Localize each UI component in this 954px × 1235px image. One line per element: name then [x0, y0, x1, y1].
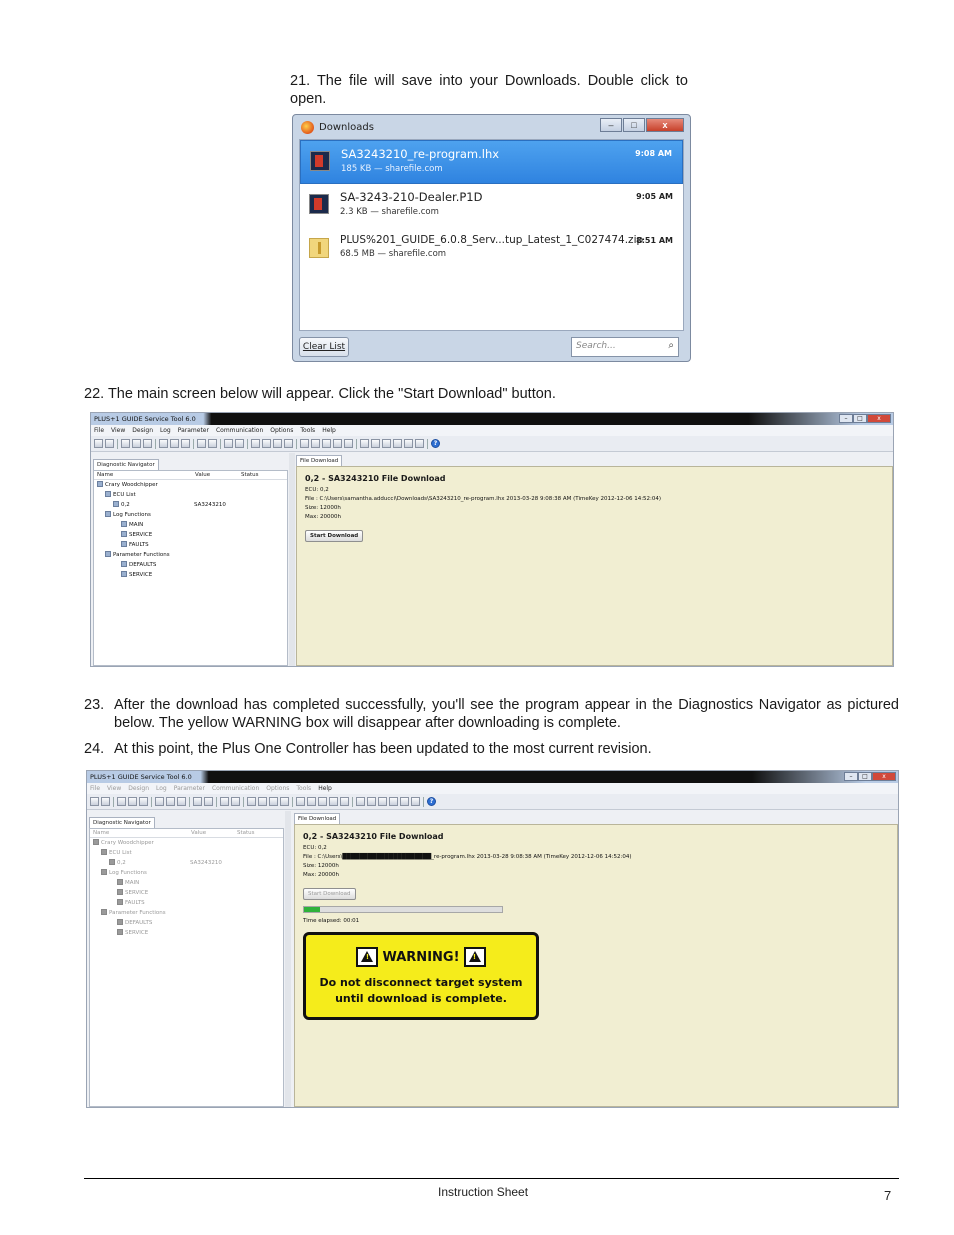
file-name: SA-3243-210-Dealer.P1D — [340, 190, 483, 204]
tree-node[interactable]: FAULTS — [90, 898, 283, 908]
tree-node[interactable]: SERVICE — [94, 530, 287, 540]
grid-icon[interactable] — [367, 797, 376, 806]
toolbar — [87, 794, 898, 810]
tree-node[interactable]: DEFAULTS — [90, 918, 283, 928]
vehicle-icon — [97, 481, 103, 487]
clear-list-button[interactable]: Clear List — [299, 337, 349, 357]
step-23 — [84, 696, 899, 732]
parameter-folder-icon — [105, 551, 111, 557]
stop-icon[interactable] — [235, 439, 244, 448]
menu-options[interactable]: Options — [266, 785, 290, 792]
tool-icon[interactable] — [344, 439, 353, 448]
menu-communication[interactable]: Communication — [215, 427, 264, 434]
grid-icon[interactable] — [389, 797, 398, 806]
open-icon[interactable] — [132, 439, 141, 448]
minimize-button[interactable]: – — [600, 118, 622, 132]
column-status: Status — [241, 472, 259, 478]
edit-icon[interactable] — [159, 439, 168, 448]
footer-rule — [84, 1178, 899, 1179]
ecu-label: ECU: 0,2 — [305, 487, 329, 493]
file-time: 9:05 AM — [636, 192, 673, 201]
warning-title: WARNING! — [382, 949, 460, 965]
diagnostic-navigator — [93, 470, 288, 666]
panel-splitter[interactable] — [285, 811, 291, 1108]
firefox-icon — [301, 121, 314, 134]
tab-diagnostic-navigator[interactable]: Diagnostic Navigator — [93, 459, 159, 470]
copy-icon[interactable] — [258, 797, 267, 806]
settings-icon[interactable] — [329, 797, 338, 806]
app-titlebar — [91, 413, 893, 425]
time-elapsed: Time elapsed: 00:01 — [303, 918, 360, 924]
warning-icon — [464, 947, 486, 967]
file-meta: 185 KB — sharefile.com — [341, 164, 443, 174]
zip-file-icon — [309, 238, 329, 258]
print-icon[interactable] — [322, 439, 331, 448]
toolbar — [91, 436, 893, 452]
app-title: PLUS+1 GUIDE Service Tool 6.0 — [94, 415, 196, 423]
file-path: File : C:\Users\samantha.adducci\Downloads\SA3243210_re-program.lhx 2013-03-28 9:08:38 AM (TimeKey 2012-12-06 14:52:04) — [305, 496, 662, 502]
parameter-icon — [117, 929, 123, 935]
tree-node[interactable]: Log Functions — [94, 510, 287, 520]
log-folder-icon — [101, 869, 107, 875]
save-icon[interactable] — [139, 797, 148, 806]
refresh-icon[interactable] — [280, 797, 289, 806]
file-meta: 2.3 KB — sharefile.com — [340, 207, 439, 217]
page-number: 7 — [884, 1188, 892, 1203]
tree-node[interactable]: Log Functions — [90, 868, 283, 878]
menu-bar — [91, 425, 893, 436]
program-file-icon — [310, 151, 330, 171]
search-input[interactable] — [571, 337, 679, 357]
download-item[interactable] — [300, 140, 683, 184]
size-label: Size: 12000h — [303, 863, 339, 869]
parameter-icon — [121, 561, 127, 567]
upload-icon[interactable] — [181, 439, 190, 448]
maximize-button[interactable]: □ — [858, 772, 872, 781]
log-folder-icon — [105, 511, 111, 517]
panel-splitter[interactable] — [289, 453, 295, 667]
search-icon[interactable] — [193, 797, 202, 806]
open-icon[interactable] — [128, 797, 137, 806]
log-icon[interactable] — [251, 439, 260, 448]
column-value: Value — [195, 472, 211, 478]
step-number: 21. — [290, 73, 311, 89]
window-title: Downloads — [319, 121, 374, 133]
tree-node[interactable]: MAIN — [90, 878, 283, 888]
panel-icon[interactable] — [208, 439, 217, 448]
ecu-icon — [109, 859, 115, 865]
save-icon[interactable] — [143, 439, 152, 448]
progress-fill — [304, 907, 320, 912]
toolbar-separator — [247, 439, 248, 449]
menu-log[interactable]: Log — [156, 785, 167, 792]
warning-icon — [356, 947, 378, 967]
size-label: Size: 12000h — [305, 505, 341, 511]
step-text: The file will save into your Downloads. Double click to open. — [290, 73, 688, 107]
warning-box — [303, 932, 539, 1020]
menu-communication[interactable]: Communication — [211, 785, 260, 792]
warning-message-line2: until download is complete. — [335, 992, 507, 1005]
step-text: The main screen below will appear. Click the "Start Download" button. — [107, 386, 556, 402]
log-icon — [117, 899, 123, 905]
toolbar-separator — [193, 439, 194, 449]
downloads-window — [292, 114, 691, 362]
ecu-label: ECU: 0,2 — [303, 845, 327, 851]
close-button[interactable]: x — [646, 118, 684, 132]
search-placeholder: Search... — [576, 341, 616, 351]
column-name: Name — [93, 830, 110, 836]
toolbar-separator — [216, 797, 217, 807]
tree-node[interactable]: DEFAULTS — [94, 560, 287, 570]
menu-parameter[interactable]: Parameter — [177, 427, 209, 434]
tree-node[interactable]: ECU List — [94, 490, 287, 500]
tree-node[interactable]: Parameter Functions — [94, 550, 287, 560]
close-button[interactable]: x — [867, 414, 891, 423]
toolbar-separator — [292, 797, 293, 807]
column-name: Name — [97, 472, 114, 478]
play-icon[interactable] — [220, 797, 229, 806]
step-24 — [84, 740, 899, 758]
grid-icon[interactable] — [360, 439, 369, 448]
diagnostic-navigator — [89, 828, 284, 1107]
toolbar-separator — [427, 439, 428, 449]
program-file-icon — [309, 194, 329, 214]
tab-diagnostic-navigator[interactable]: Diagnostic Navigator — [89, 817, 155, 828]
toolbar-separator — [117, 439, 118, 449]
tab-file-download[interactable]: File Download — [294, 813, 340, 824]
menu-help[interactable]: Help — [322, 427, 336, 434]
stop-icon[interactable] — [231, 797, 240, 806]
grid-icon[interactable] — [356, 797, 365, 806]
warning-message-line1: Do not disconnect target system — [319, 976, 523, 989]
node-value: SA3243210 — [194, 502, 226, 508]
max-label: Max: 20000h — [303, 872, 339, 878]
menu-options[interactable]: Options — [270, 427, 294, 434]
toolbar-separator — [296, 439, 297, 449]
log-icon — [117, 879, 123, 885]
tree-node[interactable]: MAIN — [94, 520, 287, 530]
copy-icon[interactable] — [262, 439, 271, 448]
tree-node[interactable]: FAULTS — [94, 540, 287, 550]
tree-node[interactable]: 0,2 SA3243210 — [90, 858, 283, 868]
grid-icon[interactable] — [378, 797, 387, 806]
log-icon — [121, 541, 127, 547]
maximize-button[interactable]: □ — [853, 414, 867, 423]
footer-text: Instruction Sheet — [438, 1185, 529, 1199]
upload-icon[interactable] — [177, 797, 186, 806]
parameter-icon — [117, 919, 123, 925]
grid-icon[interactable] — [382, 439, 391, 448]
column-value: Value — [191, 830, 207, 836]
menu-file[interactable]: File — [94, 427, 105, 434]
print-icon[interactable] — [318, 797, 327, 806]
tree-node[interactable]: 0,2 SA3243210 — [94, 500, 287, 510]
maximize-button[interactable]: □ — [623, 118, 645, 132]
export-icon[interactable] — [307, 797, 316, 806]
service-tool-window-1 — [90, 412, 894, 667]
log-icon — [117, 889, 123, 895]
tree-node[interactable]: Crary Woodchipper — [94, 480, 287, 490]
parameter-icon — [121, 571, 127, 577]
file-download-panel — [294, 824, 898, 1107]
help-icon[interactable]: ? — [431, 439, 440, 448]
toolbar-separator — [243, 797, 244, 807]
download-progress-bar — [303, 906, 503, 913]
tree-node[interactable]: SERVICE — [90, 928, 283, 938]
parameter-icon[interactable] — [273, 439, 282, 448]
grid-icon[interactable] — [371, 439, 380, 448]
vehicle-icon — [93, 839, 99, 845]
import-icon[interactable] — [296, 797, 305, 806]
help-icon[interactable]: ? — [427, 797, 436, 806]
menu-design[interactable]: Design — [132, 427, 154, 434]
ecu-list-icon — [105, 491, 111, 497]
tree-node[interactable]: Parameter Functions — [90, 908, 283, 918]
toolbar-separator — [356, 439, 357, 449]
grid-icon[interactable] — [415, 439, 424, 448]
file-path: File : C:\Users\█████████████████████_re-program.lhx 2013-03-28 9:08:38 AM (TimeKey 2012-12-06 14:52:04) — [303, 854, 632, 860]
refresh-icon[interactable] — [284, 439, 293, 448]
disconnect-icon[interactable] — [105, 439, 114, 448]
download-item[interactable] — [300, 184, 683, 228]
app-titlebar — [87, 771, 898, 783]
disconnect-icon[interactable] — [101, 797, 110, 806]
step-number: 24. — [84, 741, 105, 757]
tree-node[interactable]: SERVICE — [94, 570, 287, 580]
ecu-list-icon — [101, 849, 107, 855]
download-icon[interactable] — [166, 797, 175, 806]
menu-file[interactable]: File — [90, 785, 101, 792]
file-time: 8:51 AM — [636, 236, 673, 245]
step-number: 22. — [84, 386, 105, 402]
parameter-folder-icon — [101, 909, 107, 915]
start-download-button[interactable]: Start Download — [305, 530, 363, 542]
panel-icon[interactable] — [204, 797, 213, 806]
search-icon: ⌕ — [668, 340, 674, 351]
log-icon[interactable] — [247, 797, 256, 806]
toolbar-separator — [113, 797, 114, 807]
tree-node[interactable]: SERVICE — [90, 888, 283, 898]
connect-icon[interactable] — [94, 439, 103, 448]
settings-icon[interactable] — [333, 439, 342, 448]
download-item[interactable] — [300, 228, 683, 272]
grid-icon[interactable] — [411, 797, 420, 806]
window-controls — [600, 118, 684, 132]
tree-header — [94, 471, 287, 480]
file-meta: 68.5 MB — sharefile.com — [340, 249, 447, 259]
grid-icon[interactable] — [400, 797, 409, 806]
download-heading: 0,2 - SA3243210 File Download — [305, 474, 446, 483]
start-download-button[interactable]: Start Download — [303, 888, 356, 900]
new-icon[interactable] — [121, 439, 130, 448]
menu-help[interactable]: Help — [318, 785, 332, 792]
step-text: At this point, the Plus One Controller has been updated to the most current revision. — [114, 741, 652, 757]
download-list — [299, 139, 684, 331]
toolbar-separator — [352, 797, 353, 807]
tree-header — [90, 829, 283, 838]
ecu-icon — [113, 501, 119, 507]
close-button[interactable]: x — [872, 772, 896, 781]
app-title: PLUS+1 GUIDE Service Tool 6.0 — [90, 773, 192, 781]
export-icon[interactable] — [311, 439, 320, 448]
file-name: PLUS%201_GUIDE_6.0.8_Serv...tup_Latest_1_C027474.zip — [340, 234, 644, 246]
download-icon[interactable] — [170, 439, 179, 448]
search-icon[interactable] — [197, 439, 206, 448]
file-name: SA3243210_re-program.lhx — [341, 147, 500, 161]
download-heading: 0,2 - SA3243210 File Download — [303, 832, 444, 841]
parameter-icon[interactable] — [269, 797, 278, 806]
toolbar-separator — [423, 797, 424, 807]
step-number: 23. — [84, 697, 105, 713]
step-21 — [290, 72, 688, 108]
minimize-button[interactable]: – — [844, 772, 858, 781]
menu-tools[interactable]: Tools — [300, 427, 316, 434]
toolbar-separator — [189, 797, 190, 807]
play-icon[interactable] — [224, 439, 233, 448]
new-icon[interactable] — [117, 797, 126, 806]
tool-icon[interactable] — [340, 797, 349, 806]
menu-design[interactable]: Design — [128, 785, 150, 792]
connect-icon[interactable] — [90, 797, 99, 806]
step-22 — [84, 385, 899, 403]
tree-node[interactable]: Crary Woodchipper — [90, 838, 283, 848]
log-icon — [121, 531, 127, 537]
menu-parameter[interactable]: Parameter — [173, 785, 205, 792]
import-icon[interactable] — [300, 439, 309, 448]
menu-bar — [87, 783, 898, 794]
service-tool-window-2 — [86, 770, 899, 1108]
grid-icon[interactable] — [404, 439, 413, 448]
log-icon — [121, 521, 127, 527]
menu-view[interactable]: View — [111, 427, 126, 434]
grid-icon[interactable] — [393, 439, 402, 448]
menu-log[interactable]: Log — [160, 427, 171, 434]
edit-icon[interactable] — [155, 797, 164, 806]
minimize-button[interactable]: – — [839, 414, 853, 423]
menu-view[interactable]: View — [107, 785, 122, 792]
node-value: SA3243210 — [190, 860, 222, 866]
toolbar-separator — [155, 439, 156, 449]
toolbar-separator — [220, 439, 221, 449]
max-label: Max: 20000h — [305, 514, 341, 520]
column-status: Status — [237, 830, 255, 836]
step-text: After the download has completed successfully, you'll see the program appear in the Diagnostics Navigator as pictured below. The yellow WARNING box will disappear after downloading is complete. — [114, 697, 899, 731]
tree-node[interactable]: ECU List — [90, 848, 283, 858]
toolbar-separator — [151, 797, 152, 807]
file-time: 9:08 AM — [635, 149, 672, 158]
menu-tools[interactable]: Tools — [296, 785, 312, 792]
tab-file-download[interactable]: File Download — [296, 455, 342, 466]
file-download-panel — [296, 466, 893, 666]
